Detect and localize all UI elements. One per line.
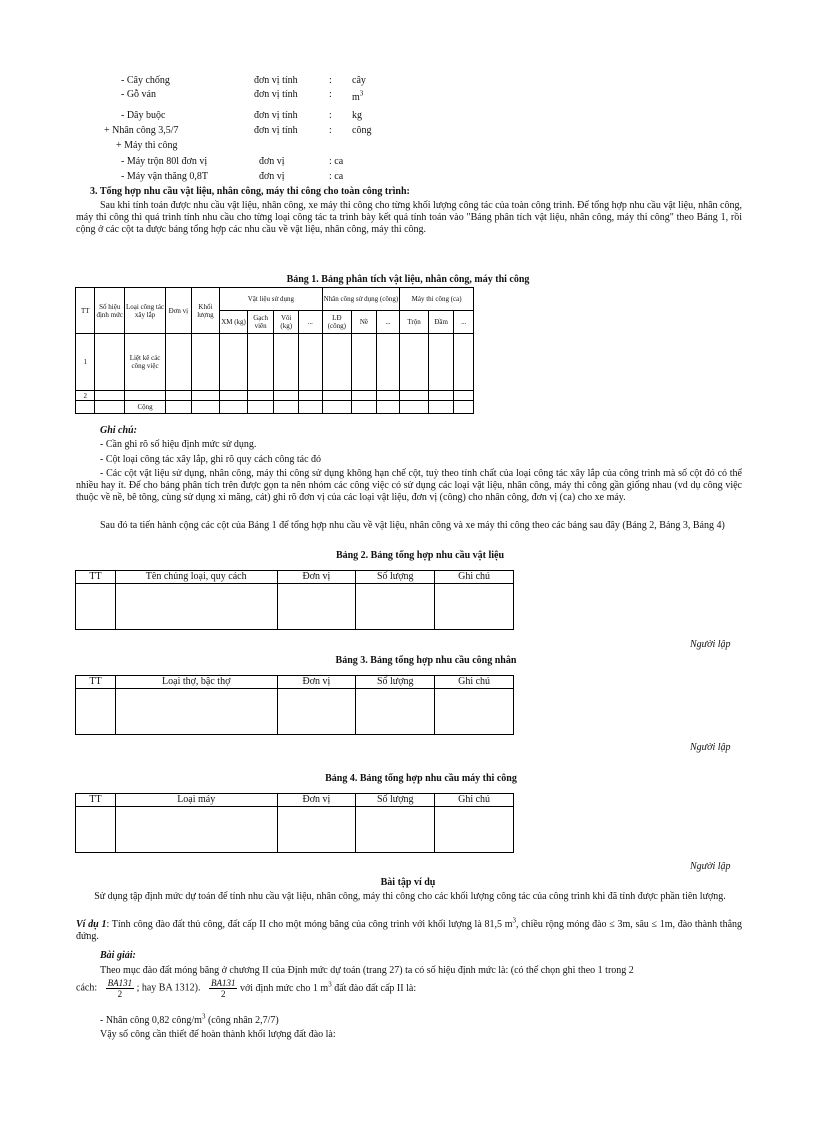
note-item: - Cột loại công tác xây lắp, ghi rõ quy cách công tác đó bbox=[100, 454, 322, 465]
example-intro: Sử dụng tập định mức dự toán để tính nhu cầu vật liệu, nhân công, máy thi công cho các khối lượng công tác của công trình khi đã tính được phần tiên lượng. bbox=[94, 891, 726, 902]
list-sep: : bbox=[329, 89, 332, 100]
table-row bbox=[76, 689, 514, 735]
fraction: $\frac{BA131}{2}$ bbox=[107, 978, 133, 999]
section-paragraph: Sau khi tính toán được nhu cầu vật liệu, nhân công, xe máy thi công cho từng khối lượng công tác của toàn công trình. Để tổng hợp nhu cầu vật liệu, nhân công, máy thi công thì quá trình tính nhu cầu cho từng loại công tác ta trình bày kết quả tính toán vào "Bảng phân tích vật liệu, nhân công, máy thi công" theo Bảng 1, rồi cộng ở các cột ta được bảng tổng hợp các nhu cầu về vật liệu, nhân công, máy thi công. bbox=[76, 200, 742, 235]
th: Số lượng bbox=[356, 571, 435, 584]
th: Ghi chú bbox=[435, 676, 514, 689]
list-label: - Máy trộn 80l đơn vị bbox=[121, 156, 208, 167]
list-sep: : bbox=[329, 110, 332, 121]
th: Đơn vị bbox=[277, 794, 356, 807]
list-label: - Máy vận thăng 0,8T bbox=[121, 171, 208, 182]
list-value: công bbox=[352, 125, 372, 136]
th: Ghi chú bbox=[435, 571, 514, 584]
th-nhan-cong: Nhân công sử dụng (công) bbox=[322, 288, 400, 311]
th: Số lượng bbox=[356, 794, 435, 807]
solution-formula: cách: $\frac{BA131}{2}$ ; hay BA 1312). $\frac{BA131}{2}$ với định mức cho 1 $m^3$ đất đào đất cấp II là: bbox=[76, 978, 417, 999]
th-tt: TT bbox=[76, 288, 95, 334]
workers-table bbox=[75, 675, 514, 735]
table1-title: Bảng 1. Bảng phân tích vật liệu, nhân công, máy thi công bbox=[286, 274, 530, 285]
list-sep: : bbox=[329, 75, 332, 86]
table-row bbox=[76, 584, 514, 630]
th: Loại thợ, bậc thợ bbox=[115, 676, 277, 689]
list-label: - Cây chống bbox=[121, 75, 170, 86]
section-title: 3. Tổng hợp nhu cầu vật liệu, nhân công, máy thi công cho toàn công trình: bbox=[90, 186, 410, 197]
th-vat-lieu: Vật liệu sử dụng bbox=[220, 288, 322, 311]
list-value: : ca bbox=[329, 156, 344, 167]
th: Tên chủng loại, quy cách bbox=[115, 571, 277, 584]
list-value: $m^3$ bbox=[352, 89, 364, 103]
table4-title: Bảng 4. Bảng tổng hợp nhu cầu máy thi công bbox=[325, 773, 517, 784]
th-sub: ... bbox=[376, 311, 400, 334]
th-sub: ... bbox=[298, 311, 322, 334]
signature-label: Người lập bbox=[690, 861, 731, 872]
list-unit: đơn vị tính bbox=[254, 75, 298, 86]
th-may: Máy thi công (ca) bbox=[400, 288, 474, 311]
th-so-hieu: Số hiệu định mức bbox=[95, 288, 125, 334]
machine-heading: + Máy thi công bbox=[116, 140, 178, 151]
table3-title: Bảng 3. Bảng tổng hợp nhu cầu công nhân bbox=[335, 655, 517, 666]
cell: 2 bbox=[76, 391, 95, 401]
signature-label: Người lập bbox=[690, 639, 731, 650]
list-label: - Dây buộc bbox=[121, 110, 166, 121]
th: TT bbox=[76, 794, 116, 807]
list-label: - Gỗ ván bbox=[121, 89, 156, 100]
table-row bbox=[76, 391, 474, 401]
th: Loại máy bbox=[115, 794, 277, 807]
th-loai: Loại công tác xây lắp bbox=[125, 288, 166, 334]
solution-line: Theo mục đào đất móng băng ở chương II của Định mức dự toán (trang 27) ta có số hiệu định mức là: (có thể chọn ghi theo 1 trong 2 bbox=[100, 965, 634, 976]
th-sub: Trộn bbox=[400, 311, 429, 334]
solution-title: Bài giải: bbox=[100, 950, 136, 961]
th: Đơn vị bbox=[277, 571, 356, 584]
cell: 1 bbox=[76, 334, 95, 391]
table-row bbox=[76, 807, 514, 853]
th: Số lượng bbox=[356, 676, 435, 689]
fraction: $\frac{BA131}{2}$ bbox=[210, 978, 236, 999]
list-unit: đơn vị tính bbox=[254, 89, 298, 100]
example-1: Ví dụ 1: Tính công đào đất thủ công, đất cấp II cho một móng băng của công trình với khối lượng là 81,5 $m^3$, chiều rộng móng đào ≤ 3m, sâu ≤ 1m, đào thành thẳng đứng. bbox=[76, 916, 743, 942]
th-khoi-luong: Khối lượng bbox=[191, 288, 220, 334]
list-unit: đơn vị tính bbox=[254, 110, 298, 121]
th-sub: Nề bbox=[352, 311, 377, 334]
note-item: - Các cột vật liệu sử dụng, nhân công, máy thi công sử dụng không hạn chế cột, tuỳ theo tính chất của loại công tác xây lắp của công trình mà số cột đó có thể nhiều hay ít. Để cho bảng phân tích trên được gọn ta nên nhóm các công việc có sử dụng các loại vật liệu, nhân công, máy thi công gần giống nhau (vd dụ công việc thuộc về nề, bê tông, cùng sử dụng xi măng, cát) ghi rõ đơn vị của các loại vật liệu, đơn vị (công) cho nhân công, đơn vị (ca) cho xe máy. bbox=[76, 468, 742, 503]
list-unit: đơn vị tính bbox=[254, 125, 298, 136]
example-title: Bài tập ví dụ bbox=[380, 877, 436, 888]
labor-norm: - Nhân công 0,82 công/$m^3$ (công nhân 2,7/7) bbox=[100, 1012, 279, 1026]
machines-table bbox=[75, 793, 514, 853]
list-label: + Nhân công 3,5/7 bbox=[104, 125, 179, 136]
th-sub: Vôi (kg) bbox=[274, 311, 299, 334]
list-unit: đơn vị bbox=[259, 156, 285, 167]
analysis-table bbox=[75, 287, 474, 414]
th-sub: LĐ (công) bbox=[322, 311, 352, 334]
th-sub: Đầm bbox=[428, 311, 454, 334]
th-sub: XM (kg) bbox=[220, 311, 248, 334]
table-row bbox=[76, 334, 474, 391]
table2-title: Bảng 2. Bảng tổng hợp nhu cầu vật liệu bbox=[335, 550, 505, 561]
final-line: Vậy số công cần thiết để hoàn thành khối lượng đất đào là: bbox=[100, 1029, 336, 1040]
th-sub: ... bbox=[454, 311, 474, 334]
list-value: kg bbox=[352, 110, 362, 121]
list-sep: : bbox=[329, 125, 332, 136]
cell-total: Cộng bbox=[125, 401, 166, 414]
cell: Liệt kê các công việc bbox=[125, 334, 166, 391]
signature-label: Người lập bbox=[690, 742, 731, 753]
th: Ghi chú bbox=[435, 794, 514, 807]
notes-title: Ghi chú: bbox=[100, 425, 137, 436]
th-don-vi: Đơn vị bbox=[166, 288, 192, 334]
list-value: : ca bbox=[329, 171, 344, 182]
list-unit: đơn vị bbox=[259, 171, 285, 182]
th: Đơn vị bbox=[277, 676, 356, 689]
note-item: Sau đó ta tiến hành cộng các cột của Bảng 1 để tổng hợp nhu cầu về vật liệu, nhân công và xe máy thi công theo các bảng sau đây (Bảng 2, Bảng 3, Bảng 4) bbox=[100, 520, 725, 531]
note-item: - Cần ghi rõ số hiệu định mức sử dụng. bbox=[100, 439, 257, 450]
th: TT bbox=[76, 676, 116, 689]
materials-table bbox=[75, 570, 514, 630]
th: TT bbox=[76, 571, 116, 584]
table-row bbox=[76, 401, 474, 414]
th-sub: Gạch viên bbox=[247, 311, 274, 334]
list-value: cây bbox=[352, 75, 366, 86]
